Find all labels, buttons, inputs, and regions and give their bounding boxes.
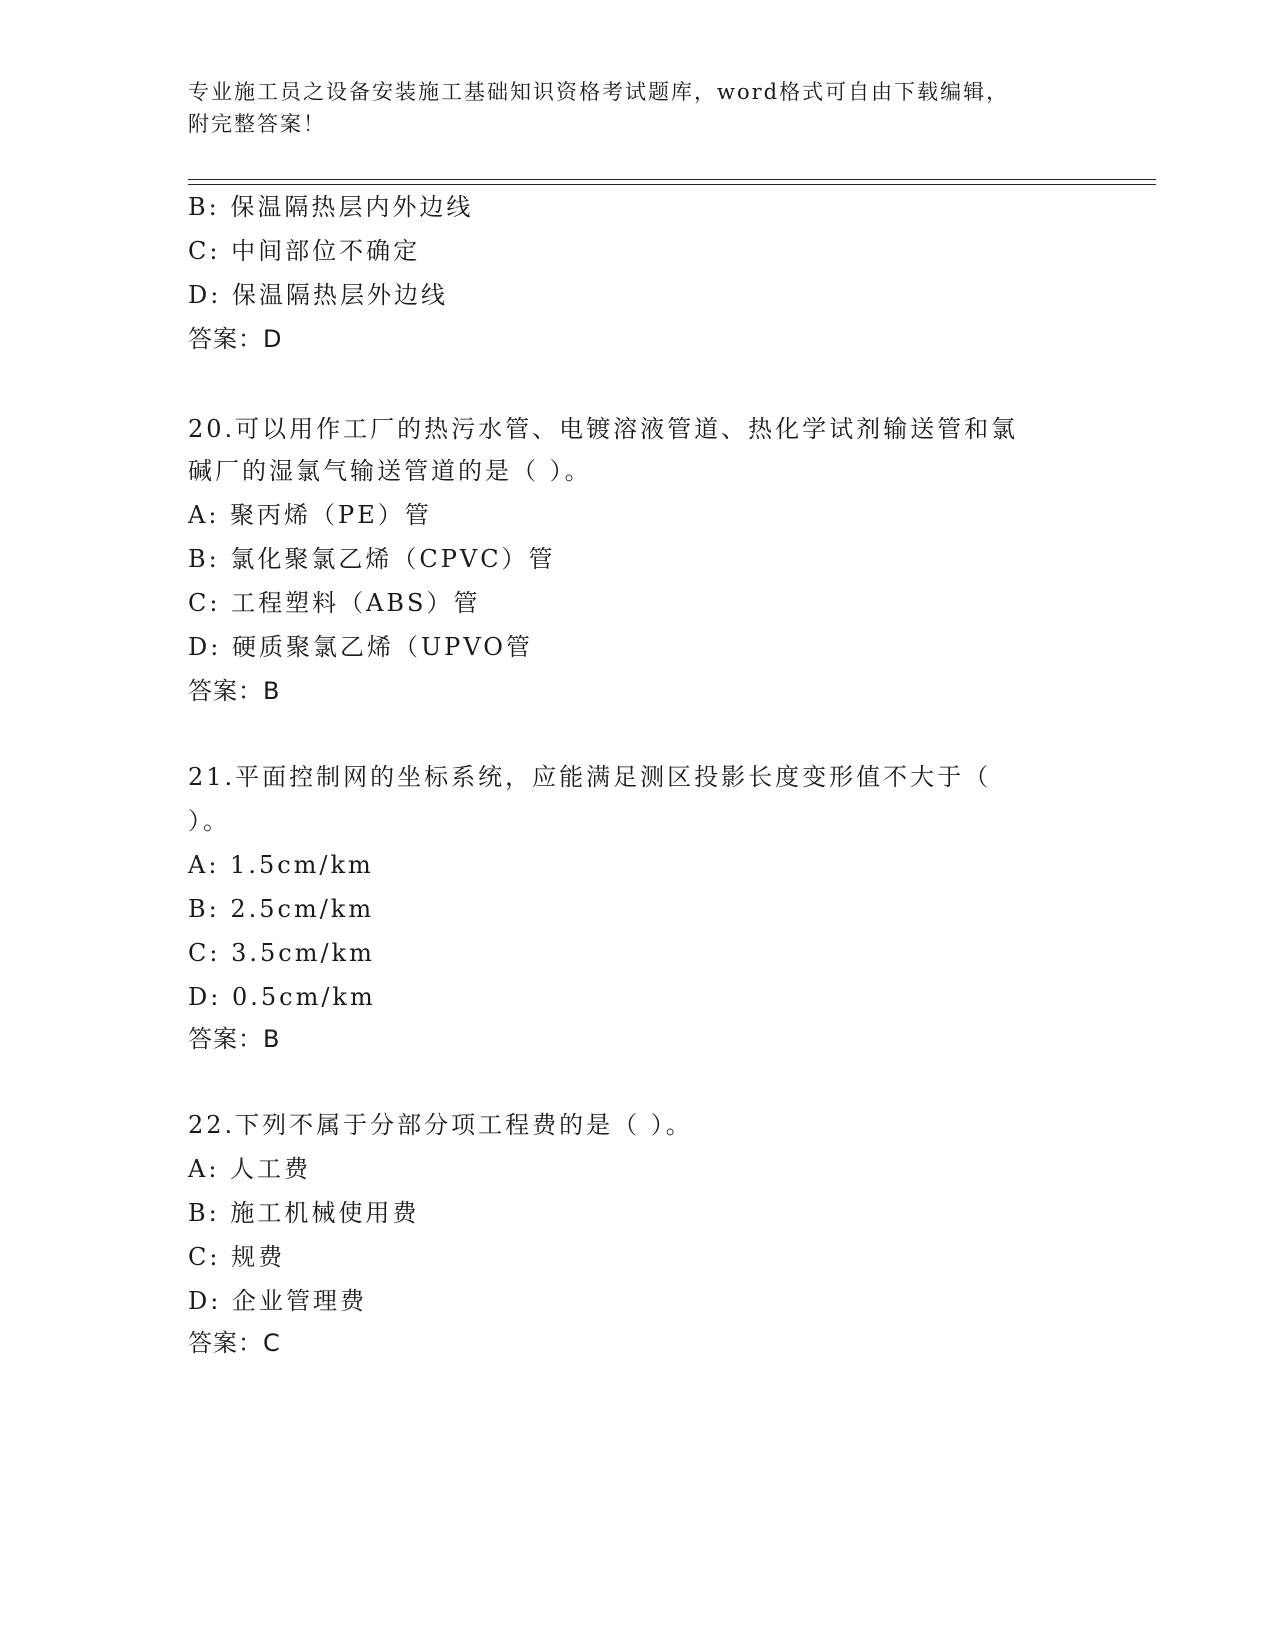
q21-option-d: D: 0.5cm/km	[188, 983, 376, 1011]
q20-stem-line-2: 碱厂的湿氯气输送管道的是（ ）。	[188, 457, 592, 485]
q19-option-c: C: 中间部位不确定	[188, 237, 421, 265]
header-divider-bottom	[188, 184, 1156, 185]
document-header	[188, 76, 1068, 140]
q20-option-c: C: 工程塑料（ABS）管	[188, 589, 481, 617]
q21-option-a: A: 1.5cm/km	[188, 851, 374, 879]
q21-stem-line-2: ）。	[188, 807, 230, 835]
q22-option-b: B: 施工机械使用费	[188, 1199, 420, 1227]
header-divider-top	[188, 179, 1156, 180]
q22-stem-line-1: 22.下列不属于分部分项工程费的是（ ）。	[188, 1111, 693, 1139]
q19-option-b: B: 保温隔热层内外边线	[188, 193, 474, 221]
q20-answer: 答案：B	[188, 677, 281, 705]
q22-option-c: C: 规费	[188, 1243, 286, 1271]
q19-answer: 答案：D	[188, 325, 283, 353]
q19-option-d: D: 保温隔热层外边线	[188, 281, 448, 309]
q21-stem-line-1: 21.平面控制网的坐标系统，应能满足测区投影长度变形值不大于（	[188, 763, 992, 791]
q20-option-d: D: 硬质聚氯乙烯（UPVO管	[188, 633, 533, 661]
q22-option-d: D: 企业管理费	[188, 1287, 367, 1315]
q20-option-b: B: 氯化聚氯乙烯（CPVC）管	[188, 545, 556, 573]
q22-option-a: A: 人工费	[188, 1155, 312, 1183]
q21-option-c: C: 3.5cm/km	[188, 939, 375, 967]
q21-option-b: B: 2.5cm/km	[188, 895, 375, 923]
q22-answer: 答案：C	[188, 1329, 281, 1357]
q21-answer: 答案：B	[188, 1025, 281, 1053]
header-line-1: 专业施工员之设备安装施工基础知识资格考试题库，word格式可自由下载编辑，	[188, 80, 1010, 104]
header-line-2: 附完整答案！	[188, 112, 326, 136]
q20-stem-line-1: 20.可以用作工厂的热污水管、电镀溶液管道、热化学试剂输送管和氯	[188, 415, 1019, 443]
q20-option-a: A: 聚丙烯（PE）管	[188, 501, 432, 529]
